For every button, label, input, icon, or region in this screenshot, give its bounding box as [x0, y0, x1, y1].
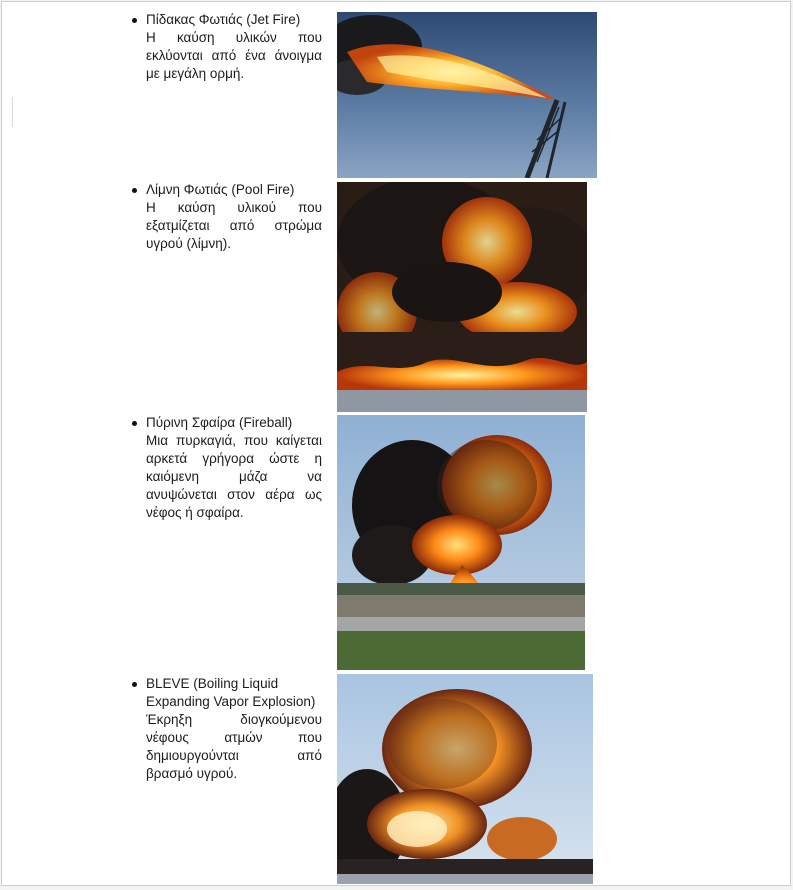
bleve-description [132, 675, 322, 783]
bleve-line-1: Έκρηξη διογκούμενου [146, 712, 322, 727]
fireball-photo [337, 415, 585, 670]
pool-fire-line-2: εξατμίζεται από στρώμα [146, 218, 322, 233]
fireball-description [132, 414, 322, 522]
fireball-line-3: καιόμενη μάζα να [146, 469, 322, 484]
bleve-title-line-2: Expanding Vapor Explosion) [146, 694, 316, 709]
pool-fire-photo [337, 182, 587, 412]
fireball-title-row [132, 414, 322, 432]
bleve-line-4: βρασμό υγρού. [146, 766, 238, 781]
bleve-title-row [132, 675, 322, 693]
jet-fire-title: Πίδακας Φωτιάς (Jet Fire) [146, 12, 301, 27]
jet-fire-description [132, 11, 322, 83]
pool-fire-title: Λίμνη Φωτιάς (Pool Fire) [146, 182, 295, 197]
pool-fire-line-1: Η καύση υλικού που [146, 200, 322, 215]
bleve-line-3: δημιουργούνται από [146, 748, 322, 763]
jet-fire-line-1: Η καύση υλικών που [146, 30, 322, 45]
bullet-icon [132, 421, 137, 426]
jet-fire-line-3: με μεγάλη ορμή. [146, 66, 245, 81]
scan-margin-mark [12, 97, 13, 127]
bullet-icon [132, 188, 137, 193]
bleve-title-line-1: BLEVE (Boiling Liquid [146, 676, 279, 691]
bleve-photo [337, 674, 593, 884]
fireball-line-1: Μια πυρκαγιά, που καίγεται [146, 433, 322, 448]
bullet-icon [132, 18, 137, 23]
fireball-line-5: νέφος ή σφαίρα. [146, 505, 244, 520]
jet-fire-title-row [132, 11, 322, 29]
pool-fire-description [132, 181, 322, 253]
fireball-line-2: αρκετά γρήγορα ώστε η [146, 451, 322, 466]
jet-fire-line-2: εκλύονται από ένα άνοιγμα [146, 48, 322, 63]
fireball-line-4: ανυψώνεται στον αέρα ως [146, 487, 322, 502]
bleve-line-2: νέφους ατμών που [146, 730, 322, 745]
document-page [1, 1, 791, 886]
bullet-icon [132, 682, 137, 687]
pool-fire-title-row [132, 181, 322, 199]
pool-fire-line-3: υγρού (λίμνη). [146, 236, 231, 251]
fireball-title: Πύρινη Σφαίρα (Fireball) [146, 415, 293, 430]
jet-fire-photo [337, 12, 597, 178]
